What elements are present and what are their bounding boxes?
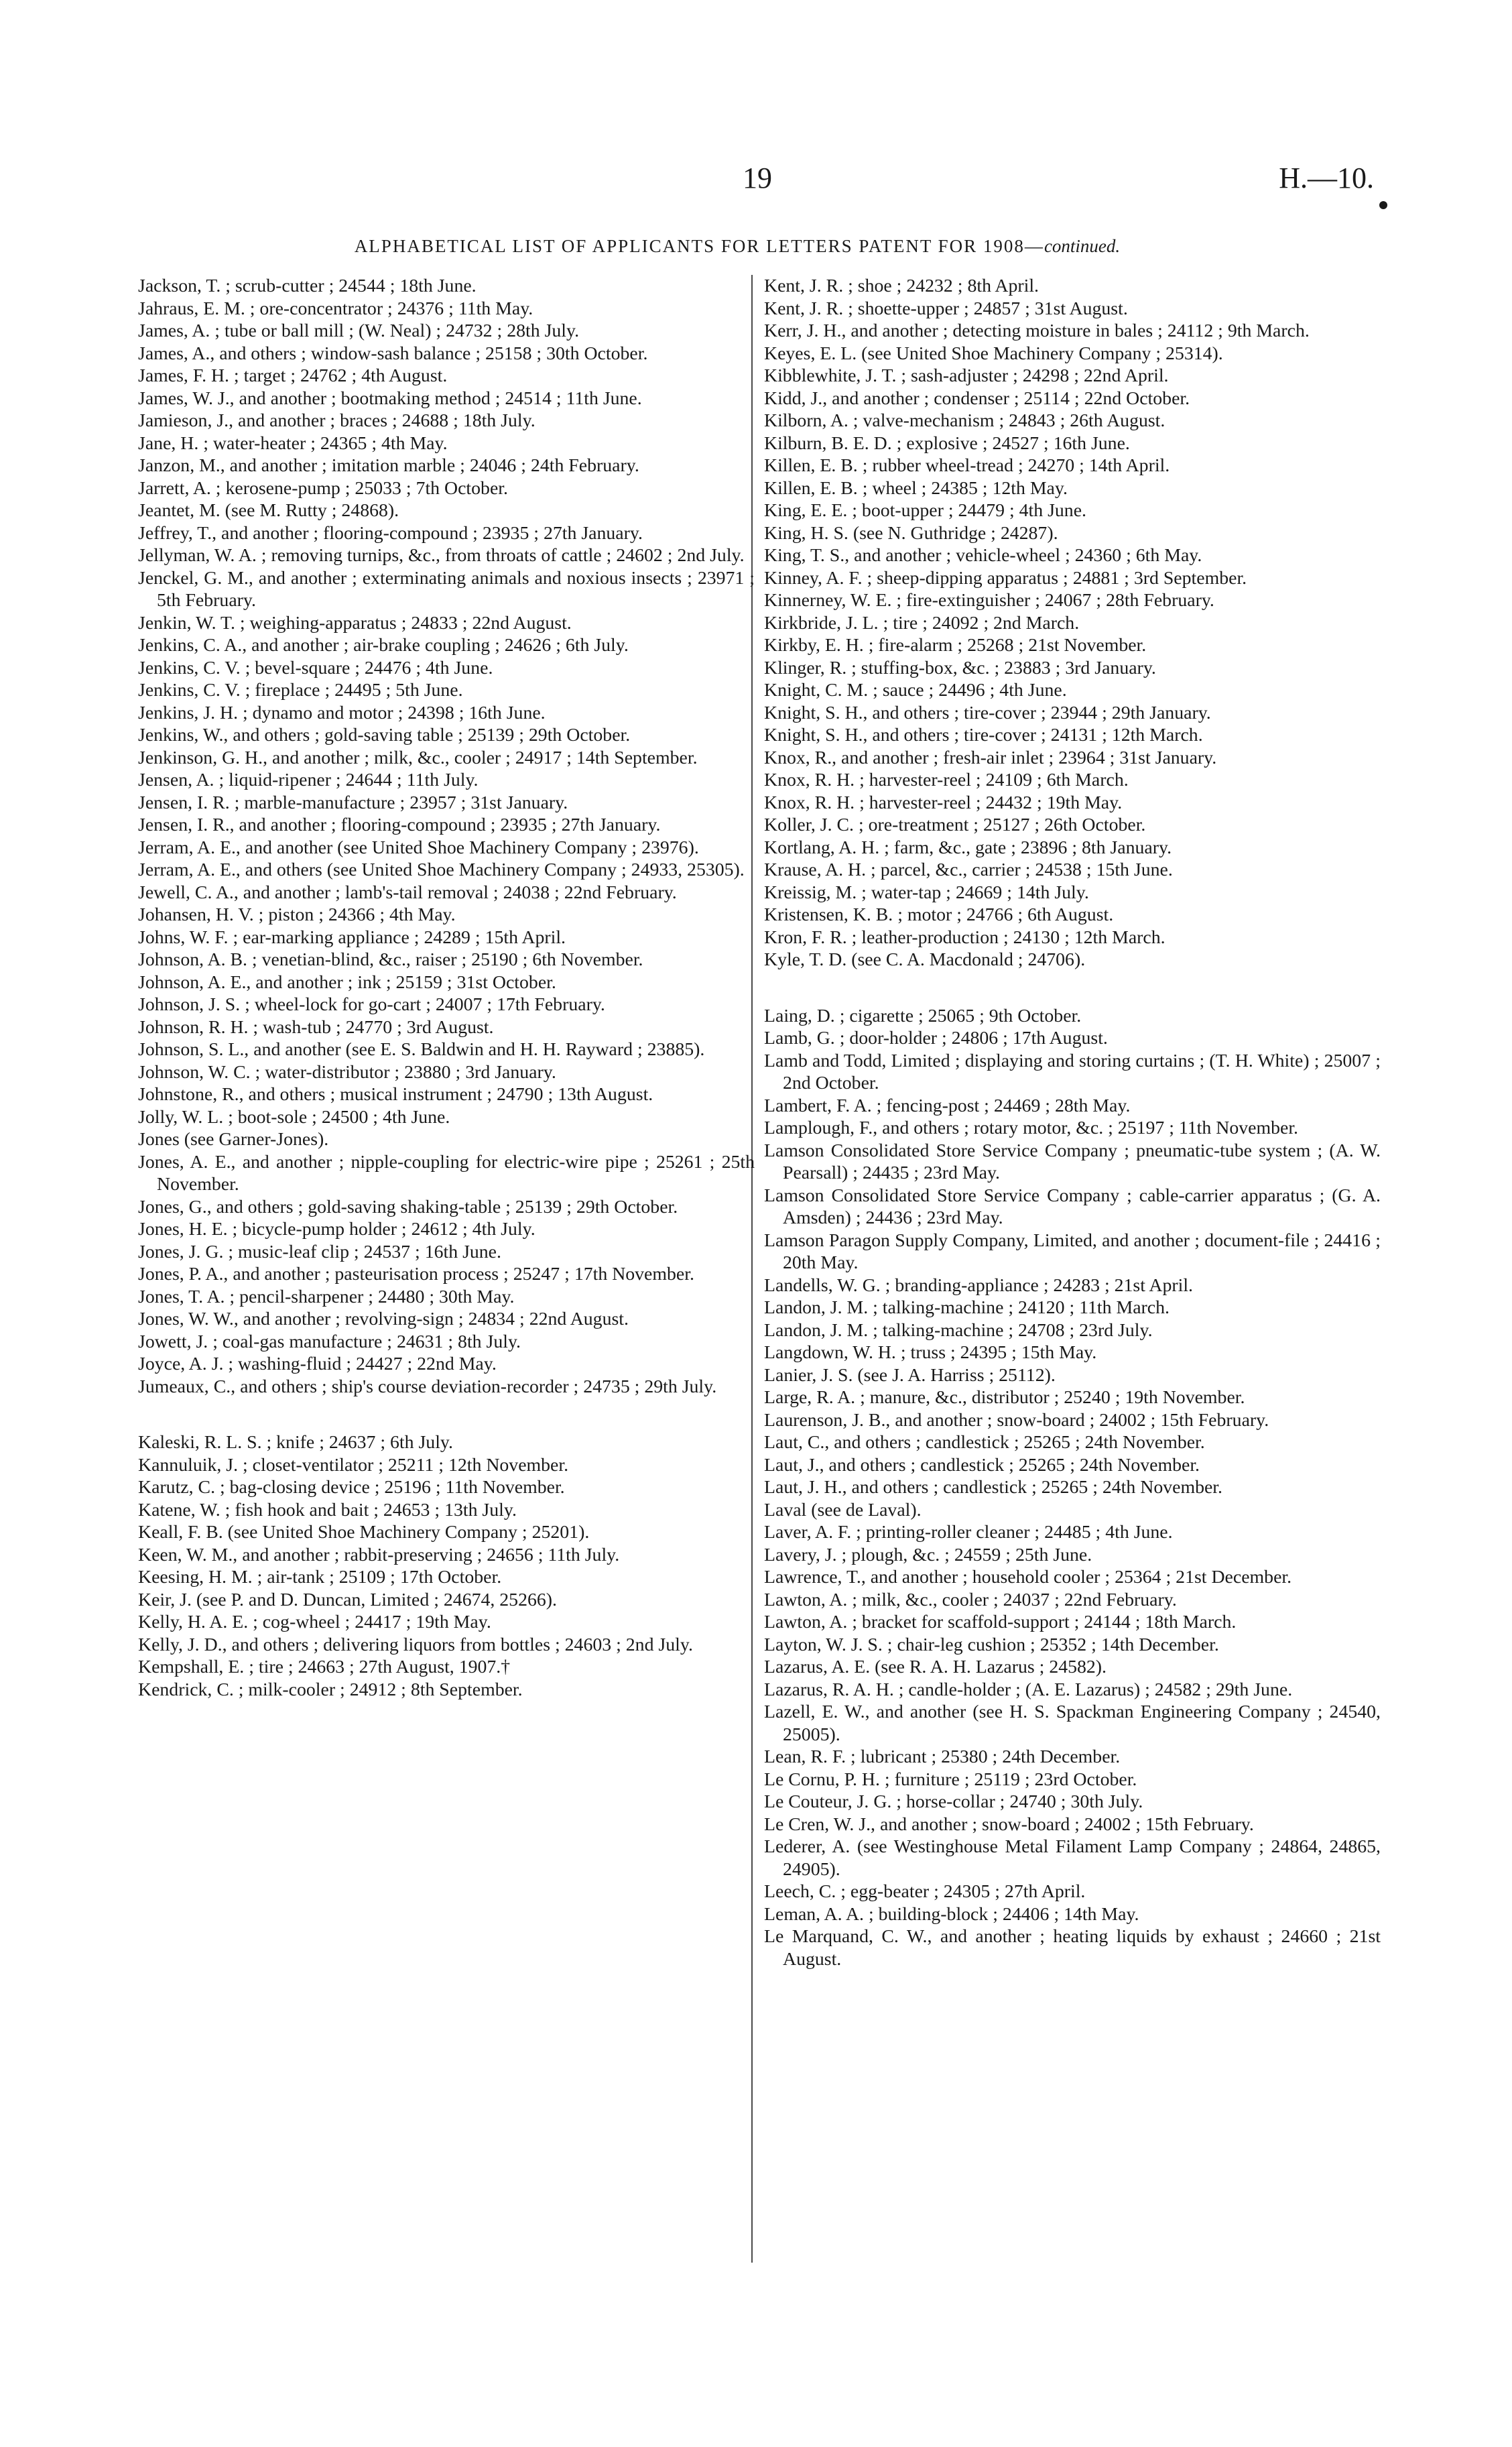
- list-entry: Kelly, H. A. E. ; cog-wheel ; 24417 ; 19th May.: [138, 1612, 491, 1632]
- list-entry: Johnson, A. B. ; venetian-blind, &c., raiser ; 25190 ; 6th November.: [138, 949, 643, 970]
- list-entry: Knox, R. H. ; harvester-reel ; 24109 ; 6th March.: [764, 770, 1129, 790]
- list-entry: Jenkins, C. A., and another ; air-brake coupling ; 24626 ; 6th July.: [138, 635, 629, 656]
- list-entry: Kristensen, K. B. ; motor ; 24766 ; 6th August.: [764, 904, 1114, 925]
- list-entry: James, F. H. ; target ; 24762 ; 4th August.: [138, 365, 448, 386]
- list-entry: Leman, A. A. ; building-block ; 24406 ; 14th May.: [764, 1903, 1139, 1925]
- list-entry: Keir, J. (see P. and D. Duncan, Limited ; 24674, 25266).: [138, 1589, 557, 1610]
- list-entry: Jolly, W. L. ; boot-sole ; 24500 ; 4th June.: [138, 1106, 450, 1128]
- list-entry: Layton, W. J. S. ; chair-leg cushion ; 25352 ; 14th December.: [764, 1634, 1219, 1655]
- list-entry: Jenkins, C. V. ; bevel-square ; 24476 ; 4th June.: [138, 657, 493, 678]
- list-entry: James, W. J., and another ; bootmaking method ; 24514 ; 11th June.: [138, 387, 642, 409]
- list-entry: Leech, C. ; egg-beater ; 24305 ; 27th April.: [764, 1881, 1086, 1902]
- list-entry: Jenkin, W. T. ; weighing-apparatus ; 24833 ; 22nd August.: [138, 612, 572, 634]
- list-entry: Landon, J. M. ; talking-machine ; 24120 ; 11th March.: [764, 1297, 1170, 1318]
- list-entry: Jensen, I. R., and another ; flooring-compound ; 23935 ; 27th January.: [138, 815, 661, 835]
- list-entry: Jones, A. E., and another ; nipple-coupling for electric-wire pipe ; 25261 ; 25th November.: [138, 1151, 755, 1195]
- list-entry: Le Cornu, P. H. ; furniture ; 25119 ; 23rd October.: [764, 1769, 1137, 1790]
- entries-k-right: [764, 275, 1381, 971]
- page-heading: [201, 236, 1273, 257]
- page-code: H.—10.: [1279, 162, 1374, 194]
- list-entry: Johnson, J. S. ; wheel-lock for go-cart ; 24007 ; 17th February.: [138, 994, 605, 1015]
- list-entry: Laut, J., and others ; candlestick ; 25265 ; 24th November.: [764, 1454, 1200, 1476]
- list-entry: Kyle, T. D. (see C. A. Macdonald ; 24706).: [764, 949, 1086, 970]
- list-entry: Jones, P. A., and another ; pasteurisation process ; 25247 ; 17th November.: [138, 1264, 694, 1285]
- list-entry: Kempshall, E. ; tire ; 24663 ; 27th August, 1907.†: [138, 1657, 511, 1677]
- list-entry: Jane, H. ; water-heater ; 24365 ; 4th May.: [138, 432, 448, 454]
- list-entry: Lazarus, A. E. (see R. A. H. Lazarus ; 24582).: [764, 1657, 1107, 1677]
- list-entry: Lawton, A. ; milk, &c., cooler ; 24037 ; 22nd February.: [764, 1589, 1177, 1610]
- list-entry: Landells, W. G. ; branding-appliance ; 24283 ; 21st April.: [764, 1274, 1194, 1296]
- list-entry: Lawrence, T., and another ; household cooler ; 25364 ; 21st December.: [764, 1567, 1292, 1588]
- entries-k-left: [138, 1431, 755, 1701]
- list-entry: Kidd, J., and another ; condenser ; 25114 ; 22nd October.: [764, 387, 1190, 409]
- list-entry: Jensen, A. ; liquid-ripener ; 24644 ; 11th July.: [138, 770, 479, 790]
- list-entry: Klinger, R. ; stuffing-box, &c. ; 23883 ; 3rd January.: [764, 657, 1156, 678]
- bullet-mark: [1379, 201, 1387, 209]
- list-entry: Laing, D. ; cigarette ; 25065 ; 9th October.: [764, 1005, 1082, 1026]
- list-entry: Kilborn, A. ; valve-mechanism ; 24843 ; 26th August.: [764, 410, 1166, 431]
- list-entry: Lanier, J. S. (see J. A. Harriss ; 25112).: [764, 1364, 1056, 1386]
- list-entry: Laut, J. H., and others ; candlestick ; 25265 ; 24th November.: [764, 1477, 1222, 1498]
- list-entry: Johnstone, R., and others ; musical instrument ; 24790 ; 13th August.: [138, 1084, 653, 1105]
- list-entry: Kortlang, A. H. ; farm, &c., gate ; 23896 ; 8th January.: [764, 837, 1172, 858]
- list-entry: Jenkins, C. V. ; fireplace ; 24495 ; 5th June.: [138, 680, 463, 701]
- list-entry: Keyes, E. L. (see United Shoe Machinery Company ; 25314).: [764, 343, 1223, 364]
- list-entry: Jenckel, G. M., and another ; exterminating animals and noxious insects ; 23971 ; 5th February.: [138, 567, 755, 611]
- list-entry: Joyce, A. J. ; washing-fluid ; 24427 ; 22nd May.: [138, 1354, 497, 1374]
- list-entry: Jackson, T. ; scrub-cutter ; 24544 ; 18th June.: [138, 276, 477, 296]
- list-entry: Lamb and Todd, Limited ; displaying and storing curtains ; (T. H. White) ; 25007 ; 2nd October.: [764, 1050, 1381, 1093]
- list-entry: Kinney, A. F. ; sheep-dipping apparatus ; 24881 ; 3rd September.: [764, 567, 1247, 589]
- entries-j: [138, 275, 755, 1398]
- list-entry: Jamieson, J., and another ; braces ; 24688 ; 18th July.: [138, 410, 536, 431]
- list-entry: James, A., and others ; window-sash balance ; 25158 ; 30th October.: [138, 343, 648, 364]
- entries-l: [764, 1005, 1381, 1971]
- list-entry: Knight, S. H., and others ; tire-cover ; 24131 ; 12th March.: [764, 725, 1203, 745]
- list-entry: Jenkinson, G. H., and another ; milk, &c., cooler ; 24917 ; 14th September.: [138, 747, 698, 768]
- list-entry: Jumeaux, C., and others ; ship's course deviation-recorder ; 24735 ; 29th July.: [138, 1376, 717, 1397]
- list-entry: Knight, S. H., and others ; tire-cover ; 23944 ; 29th January.: [764, 702, 1211, 723]
- list-entry: Lamson Consolidated Store Service Company ; pneumatic-tube system ; (A. W. Pearsall) ; 24435 ; 23rd May.: [764, 1140, 1381, 1183]
- list-entry: Landon, J. M. ; talking-machine ; 24708 ; 23rd July.: [764, 1319, 1153, 1341]
- list-entry: Lazell, E. W., and another (see H. S. Spackman Engineering Company ; 24540, 25005).: [764, 1702, 1381, 1745]
- list-entry: Jahraus, E. M. ; ore-concentrator ; 24376 ; 11th May.: [138, 298, 533, 319]
- list-entry: Kreissig, M. ; water-tap ; 24669 ; 14th July.: [764, 882, 1089, 903]
- list-entry: Laver, A. F. ; printing-roller cleaner ; 24485 ; 4th June.: [764, 1522, 1173, 1543]
- list-entry: Jowett, J. ; coal-gas manufacture ; 24631 ; 8th July.: [138, 1331, 521, 1352]
- list-entry: King, E. E. ; boot-upper ; 24479 ; 4th June.: [764, 500, 1086, 521]
- list-entry: Laurenson, J. B., and another ; snow-board ; 24002 ; 15th February.: [764, 1409, 1269, 1431]
- list-entry: Kron, F. R. ; leather-production ; 24130 ; 12th March.: [764, 927, 1166, 948]
- list-entry: Kendrick, C. ; milk-cooler ; 24912 ; 8th September.: [138, 1679, 523, 1700]
- list-entry: Kilburn, B. E. D. ; explosive ; 24527 ; 16th June.: [764, 432, 1130, 454]
- list-entry: Jellyman, W. A. ; removing turnips, &c., from throats of cattle ; 24602 ; 2nd July.: [138, 545, 745, 566]
- list-entry: Krause, A. H. ; parcel, &c., carrier ; 24538 ; 15th June.: [764, 859, 1173, 880]
- list-entry: Killen, E. B. ; wheel ; 24385 ; 12th May.: [764, 477, 1068, 499]
- list-entry: Killen, E. B. ; rubber wheel-tread ; 24270 ; 14th April.: [764, 455, 1170, 476]
- list-entry: Knight, C. M. ; sauce ; 24496 ; 4th June.: [764, 680, 1067, 701]
- list-entry: Jones, J. G. ; music-leaf clip ; 24537 ; 16th June.: [138, 1241, 501, 1262]
- list-entry: Kirkby, E. H. ; fire-alarm ; 25268 ; 21st November.: [764, 635, 1147, 656]
- list-entry: Johnson, W. C. ; water-distributor ; 23880 ; 3rd January.: [138, 1061, 556, 1083]
- list-entry: Le Marquand, C. W., and another ; heating liquids by exhaust ; 24660 ; 21st August.: [764, 1926, 1381, 1970]
- list-entry: Jensen, I. R. ; marble-manufacture ; 23957 ; 31st January.: [138, 792, 568, 813]
- list-entry: Johns, W. F. ; ear-marking appliance ; 24289 ; 15th April.: [138, 927, 566, 948]
- list-entry: Langdown, W. H. ; truss ; 24395 ; 15th May.: [764, 1342, 1097, 1363]
- page-number: 19: [743, 162, 772, 194]
- list-entry: King, H. S. (see N. Guthridge ; 24287).: [764, 522, 1058, 544]
- section-gap: [138, 1398, 755, 1431]
- list-entry: Jones, W. W., and another ; revolving-sign ; 24834 ; 22nd August.: [138, 1309, 629, 1329]
- list-entry: Jones, H. E. ; bicycle-pump holder ; 24612 ; 4th July.: [138, 1219, 536, 1240]
- list-entry: Lamson Consolidated Store Service Company ; cable-carrier apparatus ; (G. A. Amsden) ; 24436 ; 23rd May.: [764, 1185, 1381, 1228]
- list-entry: Kelly, J. D., and others ; delivering liquors from bottles ; 24603 ; 2nd July.: [138, 1634, 693, 1655]
- list-entry: Kannuluik, J. ; closet-ventilator ; 25211 ; 12th November.: [138, 1454, 569, 1476]
- list-entry: Karutz, C. ; bag-closing device ; 25196 ; 11th November.: [138, 1477, 565, 1498]
- list-entry: Janzon, M., and another ; imitation marble ; 24046 ; 24th February.: [138, 455, 639, 476]
- list-entry: Jerram, A. E., and another (see United Shoe Machinery Company ; 23976).: [138, 837, 699, 858]
- list-entry: Johnson, R. H. ; wash-tub ; 24770 ; 3rd August.: [138, 1016, 494, 1038]
- list-entry: Kaleski, R. L. S. ; knife ; 24637 ; 6th July.: [138, 1432, 453, 1453]
- list-entry: Koller, J. C. ; ore-treatment ; 25127 ; 26th October.: [764, 815, 1146, 835]
- list-entry: Lamson Paragon Supply Company, Limited, and another ; document-file ; 24416 ; 20th May.: [764, 1230, 1381, 1273]
- list-entry: Lamplough, F., and others ; rotary motor, &c. ; 25197 ; 11th November.: [764, 1118, 1298, 1138]
- list-entry: Keall, F. B. (see United Shoe Machinery Company ; 25201).: [138, 1522, 590, 1543]
- list-entry: Kerr, J. H., and another ; detecting moisture in bales ; 24112 ; 9th March.: [764, 320, 1310, 341]
- list-entry: Le Cren, W. J., and another ; snow-board ; 24002 ; 15th February.: [764, 1813, 1254, 1835]
- section-gap: [764, 971, 1381, 1005]
- list-entry: Jarrett, A. ; kerosene-pump ; 25033 ; 7th October.: [138, 477, 508, 499]
- list-entry: Knox, R., and another ; fresh-air inlet ; 23964 ; 31st January.: [764, 747, 1217, 768]
- list-entry: Jerram, A. E., and others (see United Shoe Machinery Company ; 24933, 25305).: [138, 859, 745, 880]
- list-entry: Lawton, A. ; bracket for scaffold-support ; 24144 ; 18th March.: [764, 1612, 1237, 1632]
- list-entry: Johnson, S. L., and another (see E. S. Baldwin and H. H. Rayward ; 23885).: [138, 1039, 705, 1060]
- list-entry: Kinnerney, W. E. ; fire-extinguisher ; 24067 ; 28th February.: [764, 590, 1214, 611]
- list-entry: Lean, R. F. ; lubricant ; 25380 ; 24th December.: [764, 1746, 1121, 1767]
- list-entry: Keesing, H. M. ; air-tank ; 25109 ; 17th October.: [138, 1567, 502, 1588]
- list-entry: Jones (see Garner-Jones).: [138, 1129, 329, 1150]
- list-entry: Large, R. A. ; manure, &c., distributor ; 25240 ; 19th November.: [764, 1387, 1245, 1408]
- list-entry: Jewell, C. A., and another ; lamb's-tail removal ; 24038 ; 22nd February.: [138, 882, 677, 903]
- list-entry: Jones, T. A. ; pencil-sharpener ; 24480 ; 30th May.: [138, 1286, 515, 1307]
- list-entry: Kirkbride, J. L. ; tire ; 24092 ; 2nd March.: [764, 612, 1080, 634]
- list-entry: Le Couteur, J. G. ; horse-collar ; 24740 ; 30th July.: [764, 1791, 1143, 1812]
- heading-continued: continued.: [1044, 236, 1121, 256]
- list-entry: Kent, J. R. ; shoette-upper ; 24857 ; 31st August.: [764, 298, 1128, 319]
- list-entry: Jenkins, W., and others ; gold-saving table ; 25139 ; 29th October.: [138, 725, 631, 745]
- list-entry: Katene, W. ; fish hook and bait ; 24653 ; 13th July.: [138, 1499, 517, 1520]
- list-entry: Johnson, A. E., and another ; ink ; 25159 ; 31st October.: [138, 971, 556, 993]
- list-entry: Jones, G., and others ; gold-saving shaking-table ; 25139 ; 29th October.: [138, 1196, 678, 1217]
- list-entry: Jeffrey, T., and another ; flooring-compound ; 23935 ; 27th January.: [138, 522, 643, 544]
- right-column: [764, 275, 1381, 1970]
- list-entry: Kibblewhite, J. T. ; sash-adjuster ; 24298 ; 22nd April.: [764, 365, 1169, 386]
- list-entry: Laval (see de Laval).: [764, 1499, 922, 1520]
- list-entry: Laut, C., and others ; candlestick ; 25265 ; 24th November.: [764, 1432, 1205, 1453]
- list-entry: Jeantet, M. (see M. Rutty ; 24868).: [138, 500, 399, 521]
- list-entry: Lambert, F. A. ; fencing-post ; 24469 ; 28th May.: [764, 1095, 1131, 1116]
- left-column: [138, 275, 755, 1701]
- list-entry: Jenkins, J. H. ; dynamo and motor ; 24398 ; 16th June.: [138, 702, 546, 723]
- list-entry: James, A. ; tube or ball mill ; (W. Neal) ; 24732 ; 28th July.: [138, 320, 580, 341]
- list-entry: Kent, J. R. ; shoe ; 24232 ; 8th April.: [764, 276, 1040, 296]
- list-entry: Knox, R. H. ; harvester-reel ; 24432 ; 19th May.: [764, 792, 1123, 813]
- list-entry: Lederer, A. (see Westinghouse Metal Filament Lamp Company ; 24864, 24865, 24905).: [764, 1836, 1381, 1880]
- heading-text: ALPHABETICAL LIST OF APPLICANTS FOR LETTERS PATENT FOR 1908—: [354, 236, 1044, 256]
- list-entry: Lamb, G. ; door-holder ; 24806 ; 17th August.: [764, 1028, 1108, 1049]
- list-entry: Lazarus, R. A. H. ; candle-holder ; (A. E. Lazarus) ; 24582 ; 29th June.: [764, 1679, 1293, 1700]
- list-entry: Lavery, J. ; plough, &c. ; 24559 ; 25th June.: [764, 1544, 1092, 1565]
- list-entry: King, T. S., and another ; vehicle-wheel ; 24360 ; 6th May.: [764, 545, 1202, 566]
- list-entry: Johansen, H. V. ; piston ; 24366 ; 4th May.: [138, 904, 456, 925]
- list-entry: Keen, W. M., and another ; rabbit-preserving ; 24656 ; 11th July.: [138, 1544, 620, 1565]
